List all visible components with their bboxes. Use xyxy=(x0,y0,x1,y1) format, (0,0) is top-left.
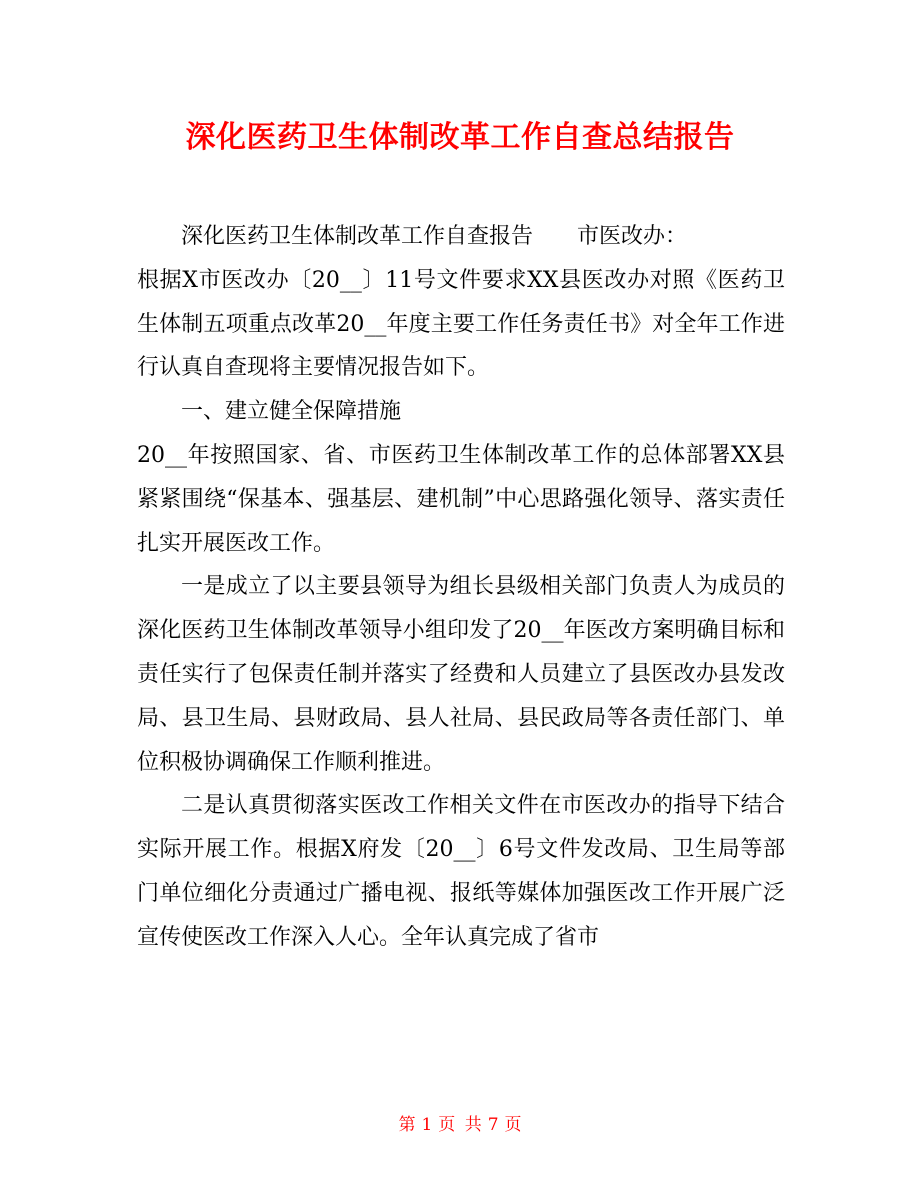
document-title: 深化医药卫生体制改革工作自查总结报告 xyxy=(185,120,735,155)
document-body xyxy=(137,215,785,960)
paragraph-point-one: 一是成立了以主要县领导为组长县级相关部门负责人为成员的深化医药卫生体制改革领导小组印发了20__年医改方案明确目标和责任实行了包保责任制并落实了经费和人员建立了县医改办县发改局、县卫生局、县财政局、县人社局、县民政局等各责任部门、单位积极协调确保工作顺利推进。 xyxy=(137,574,785,775)
page-label-prefix: 第 xyxy=(398,1115,416,1135)
page-label-suffix: 页 xyxy=(504,1115,522,1135)
paragraph-heading-line: 深化医药卫生体制改革工作自查报告 市医改办： xyxy=(181,224,688,249)
page-footer xyxy=(0,1113,920,1137)
paragraph-overview: 20__年按照国家、省、市医药卫生体制改革工作的总体部署XX县紧紧围绕“保基本、强基层、建机制”中心思路强化领导、落实责任扎实开展医改工作。 xyxy=(137,442,785,556)
total-pages-number: 7 xyxy=(487,1115,499,1135)
paragraph-point-two: 二是认真贯彻落实医改工作相关文件在市医改办的指导下结合实际开展工作。根据X府发〔20__〕6号文件发改局、卫生局等部门单位细化分责通过广播电视、报纸等媒体加强医改工作开展广泛宣传使医改工作深入人心。全年认真完成了省市 xyxy=(137,793,785,950)
paragraph-intro: 根据X市医改办〔20__〕11号文件要求XX县医改办对照《医药卫生体制五项重点改革20__年度主要工作任务责任书》对全年工作进行认真自查现将主要情况报告如下。 xyxy=(137,267,785,381)
page-label-mid: 页 共 xyxy=(438,1115,482,1135)
current-page-number: 1 xyxy=(421,1115,433,1135)
section-heading: 一、建立健全保障措施 xyxy=(181,399,402,425)
